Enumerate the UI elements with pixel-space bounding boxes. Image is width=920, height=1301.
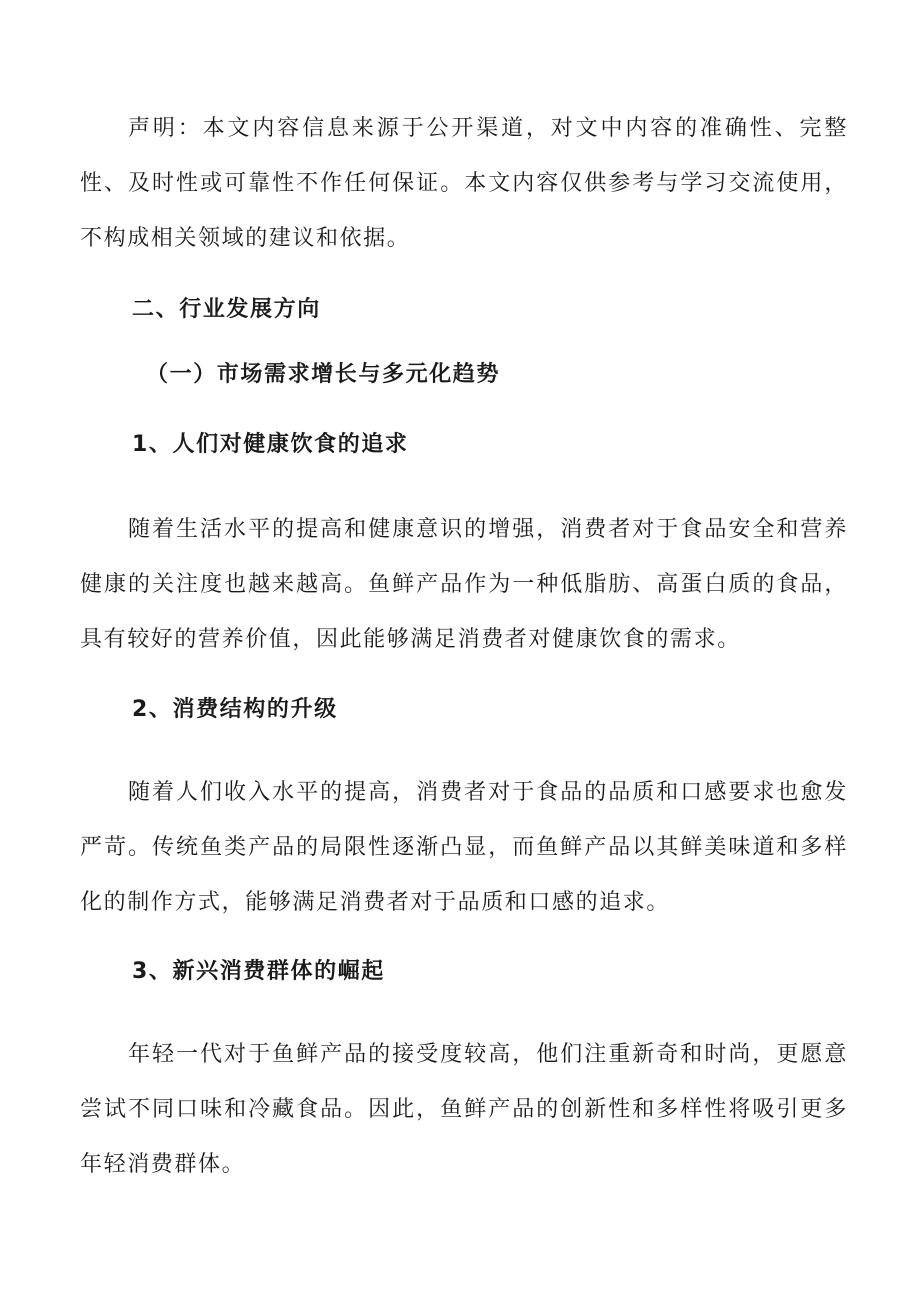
subsection-title: （一）市场需求增长与多元化趋势 xyxy=(146,362,501,387)
item-3-paragraph: 年轻一代对于鱼鲜产品的接受度较高，他们注重新奇和时尚，更愿意尝试不同口味和冷藏食品。因此，鱼鲜产品的创新性和多样性将吸引更多年轻消费群体。 xyxy=(80,1042,848,1177)
item-2-paragraph: 随着人们收入水平的提高，消费者对于食品的品质和口感要求也愈发严苛。传统鱼类产品的局限性逐渐凸显，而鱼鲜产品以其鲜美味道和多样化的制作方式，能够满足消费者对于品质和口感的追求。 xyxy=(80,780,848,915)
disclaimer-paragraph: 声明：本文内容信息来源于公开渠道，对文中内容的准确性、完整性、及时性或可靠性不作任何保证。本文内容仅供参考与学习交流使用，不构成相关领域的建议和依据。 xyxy=(80,116,848,251)
item-3-heading: 3、新兴消费群体的崛起 xyxy=(132,959,385,984)
section-title: 二、行业发展方向 xyxy=(132,297,321,322)
item-2-heading: 2、消费结构的升级 xyxy=(132,697,338,722)
item-1-heading: 1、人们对健康饮食的追求 xyxy=(132,432,409,457)
item-1-paragraph: 随着生活水平的提高和健康意识的增强，消费者对于食品安全和营养健康的关注度也越来越高。鱼鲜产品作为一种低脂肪、高蛋白质的食品，具有较好的营养价值，因此能够满足消费者对健康饮食的需求。 xyxy=(80,517,848,652)
